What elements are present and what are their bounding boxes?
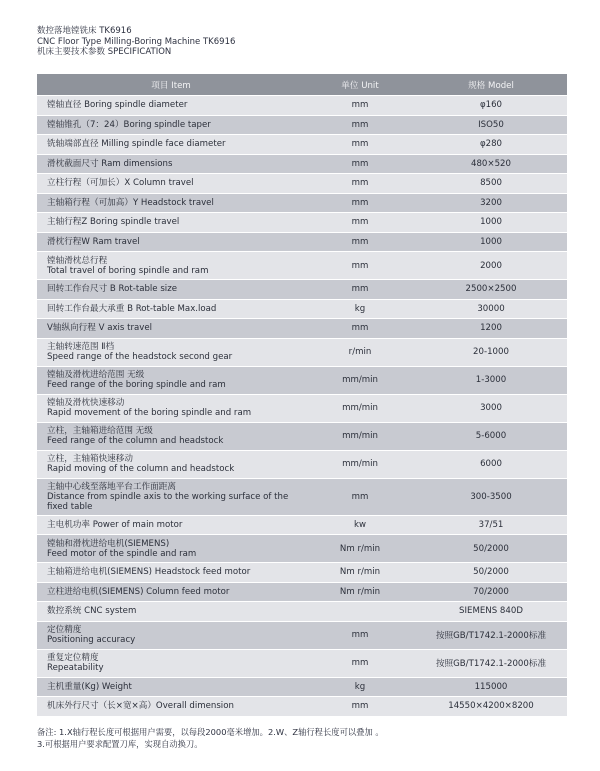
column-header-unit: 单位 Unit	[305, 74, 415, 96]
cell-value: 14550×4200×8200	[415, 697, 567, 717]
item-label-line: 镗轴和滑枕进给电机(SIEMENS)	[47, 538, 170, 549]
cell-value: 300-3500	[415, 478, 567, 515]
cell-unit: mm	[305, 319, 415, 339]
cell-unit	[305, 602, 415, 622]
cell-unit: mm	[305, 478, 415, 515]
item-label-line: 主轴箱行程（可加高）Y Headstock travel	[47, 197, 214, 208]
item-label-line: 主轴中心线至落地平台工作面距离	[47, 481, 176, 492]
cell-item	[37, 582, 305, 602]
item-label-line: Distance from spindle axis to the working surface of the	[47, 491, 289, 502]
cell-value: 6000	[415, 450, 567, 478]
cell-unit: kw	[305, 515, 415, 535]
table-row	[37, 299, 567, 319]
cell-item	[37, 422, 305, 450]
cell-unit: mm/min	[305, 394, 415, 422]
cell-item	[37, 135, 305, 155]
item-label-line: 立柱行程（可加长）X Column travel	[47, 178, 194, 189]
cell-unit: mm/min	[305, 450, 415, 478]
item-label-line: Feed range of the boring spindle and ram	[47, 380, 226, 390]
cell-item	[37, 394, 305, 422]
cell-item	[37, 649, 305, 677]
cell-item	[37, 621, 305, 649]
cell-item	[37, 677, 305, 697]
item-label-line: Repeatability	[47, 663, 104, 673]
cell-value: φ280	[415, 135, 567, 155]
cell-value: 8500	[415, 174, 567, 194]
table-row	[37, 96, 567, 116]
item-label-line: 镗轴直径 Boring spindle diameter	[47, 100, 188, 111]
cell-item	[37, 478, 305, 515]
cell-value: 1000	[415, 213, 567, 233]
item-label-line: 镗轴滑枕总行程	[47, 255, 108, 266]
item-label-line: Feed motor of the spindle and ram	[47, 548, 197, 559]
item-label-line: Rapid moving of the column and headstock	[47, 464, 235, 474]
item-label-line: 镗轴锥孔（7：24）Boring spindle taper	[47, 119, 211, 130]
cell-unit: mm	[305, 649, 415, 677]
table-row	[37, 677, 567, 697]
cell-item	[37, 515, 305, 535]
cell-value: 1200	[415, 319, 567, 339]
cell-value: φ160	[415, 96, 567, 116]
table-row	[37, 193, 567, 213]
cell-unit: kg	[305, 677, 415, 697]
cell-unit: mm	[305, 252, 415, 280]
item-label-line: 主轴行程Z Boring spindle travel	[47, 217, 180, 228]
cell-item	[37, 299, 305, 319]
cell-item	[37, 174, 305, 194]
table-row	[37, 366, 567, 394]
cell-unit: mm	[305, 213, 415, 233]
table-row	[37, 422, 567, 450]
cell-item	[37, 697, 305, 717]
table-row	[37, 319, 567, 339]
table-row	[37, 232, 567, 252]
cell-value: 5-6000	[415, 422, 567, 450]
table-row	[37, 621, 567, 649]
cell-value: 480×520	[415, 154, 567, 174]
cell-unit: Nm r/min	[305, 582, 415, 602]
table-row	[37, 649, 567, 677]
cell-value: 2000	[415, 252, 567, 280]
item-label-line: Feed range of the column and headstock	[47, 436, 224, 446]
cell-value: 按照GB/T1742.1-2000标准	[415, 649, 567, 677]
item-label-line: 回转工作台最大承重 B Rot-table Max.load	[47, 303, 217, 314]
cell-item	[37, 252, 305, 280]
cell-item	[37, 154, 305, 174]
cell-value: SIEMENS 840D	[415, 602, 567, 622]
cell-unit: mm/min	[305, 366, 415, 394]
cell-value: 37/51	[415, 515, 567, 535]
cell-unit: mm	[305, 96, 415, 116]
cell-value: 2500×2500	[415, 280, 567, 300]
table-row	[37, 697, 567, 717]
cell-item	[37, 96, 305, 116]
cell-value: 50/2000	[415, 563, 567, 583]
cell-unit: mm	[305, 697, 415, 717]
table-header-row	[37, 74, 567, 96]
cell-unit: mm	[305, 135, 415, 155]
cell-value: 50/2000	[415, 535, 567, 563]
table-row	[37, 602, 567, 622]
cell-item	[37, 193, 305, 213]
item-label-line: 镗轴及滑枕进给范围 无级	[47, 370, 145, 380]
item-label-line: Speed range of the headstock second gear	[47, 352, 233, 362]
cell-unit: mm	[305, 280, 415, 300]
cell-item	[37, 338, 305, 366]
item-label-line: 定位精度	[47, 625, 82, 635]
item-label-line: 主轴转速范围 Ⅱ档	[47, 342, 115, 352]
cell-value: 20-1000	[415, 338, 567, 366]
table-row	[37, 154, 567, 174]
table-row	[37, 563, 567, 583]
cell-unit: mm/min	[305, 422, 415, 450]
table-row	[37, 252, 567, 280]
item-label-line: 数控系统 CNC system	[47, 606, 137, 617]
cell-item	[37, 563, 305, 583]
cell-item	[37, 232, 305, 252]
cell-item	[37, 535, 305, 563]
table-row	[37, 478, 567, 515]
notes	[37, 726, 384, 750]
cell-value: 115000	[415, 677, 567, 697]
table-row	[37, 174, 567, 194]
item-label-line: 立柱进给电机(SIEMENS) Column feed motor	[47, 586, 230, 597]
cell-unit: mm	[305, 174, 415, 194]
cell-item	[37, 450, 305, 478]
cell-unit: mm	[305, 232, 415, 252]
table-row	[37, 515, 567, 535]
item-label-line: V轴纵向行程 V axis travel	[47, 323, 153, 334]
item-label-line: Total travel of boring spindle and ram	[47, 265, 209, 276]
specification-subtitle: 机床主要技术参数 SPECIFICATION	[37, 47, 172, 57]
item-label-line: 主轴箱进给电机(SIEMENS) Headstock feed motor	[47, 567, 251, 578]
cell-value: 30000	[415, 299, 567, 319]
table-row	[37, 135, 567, 155]
cell-value: 70/2000	[415, 582, 567, 602]
cell-unit: mm	[305, 193, 415, 213]
table-row	[37, 280, 567, 300]
item-label-line: 立柱，主轴箱快速移动	[47, 454, 133, 464]
table-row	[37, 394, 567, 422]
column-header-item: 项目 Item	[37, 74, 305, 96]
item-label-line: 回转工作台尺寸 B Rot-table size	[47, 284, 177, 295]
table-row	[37, 338, 567, 366]
cell-value: ISO50	[415, 115, 567, 135]
cell-item	[37, 213, 305, 233]
item-label-line: 镗轴及滑枕快速移动	[47, 398, 125, 408]
document-header	[37, 26, 235, 58]
item-label-line: 滑枕行程W Ram travel	[47, 236, 140, 247]
title-chinese: 数控落地镗铣床 TK6916	[37, 26, 132, 36]
item-label-line: 重复定位精度	[47, 653, 99, 663]
cell-unit: Nm r/min	[305, 563, 415, 583]
cell-unit: mm	[305, 115, 415, 135]
table-row	[37, 535, 567, 563]
cell-value: 按照GB/T1742.1-2000标准	[415, 621, 567, 649]
item-label-line: Positioning accuracy	[47, 635, 136, 645]
table-row	[37, 450, 567, 478]
table-row	[37, 582, 567, 602]
cell-value: 3000	[415, 394, 567, 422]
cell-unit: r/min	[305, 338, 415, 366]
item-label-line: fixed table	[47, 501, 93, 512]
column-header-value: 规格 Model	[415, 74, 567, 96]
note-line-1: 备注: 1.X轴行程长度可根据用户需要，以每段2000毫米增加。2.W、Z轴行程长度可以叠加 。	[37, 727, 384, 737]
cell-item	[37, 115, 305, 135]
cell-unit: mm	[305, 621, 415, 649]
item-label-line: Rapid movement of the boring spindle and ram	[47, 408, 252, 418]
specification-table	[37, 74, 567, 717]
cell-item	[37, 602, 305, 622]
item-label-line: 机床外行尺寸（长×宽×高）Overall dimension	[47, 701, 234, 712]
cell-item	[37, 319, 305, 339]
cell-item	[37, 280, 305, 300]
table-row	[37, 213, 567, 233]
cell-item	[37, 366, 305, 394]
item-label-line: 立柱，主轴箱进给范围 无级	[47, 426, 153, 436]
table-row	[37, 115, 567, 135]
note-line-2: 3.可根据用户要求配置刀库，实现自动换刀。	[37, 739, 203, 749]
title-english: CNC Floor Type Milling-Boring Machine TK6916	[37, 36, 236, 47]
item-label-line: 主机重量(Kg) Weight	[47, 681, 132, 692]
cell-unit: Nm r/min	[305, 535, 415, 563]
item-label-line: 铣轴端部直径 Milling spindle face diameter	[47, 139, 226, 150]
item-label-line: 主电机功率 Power of main motor	[47, 519, 183, 530]
cell-value: 1000	[415, 232, 567, 252]
cell-value: 3200	[415, 193, 567, 213]
item-label-line: 滑枕截面尺寸 Ram dimensions	[47, 158, 173, 169]
cell-unit: mm	[305, 154, 415, 174]
cell-value: 1-3000	[415, 366, 567, 394]
cell-unit: kg	[305, 299, 415, 319]
